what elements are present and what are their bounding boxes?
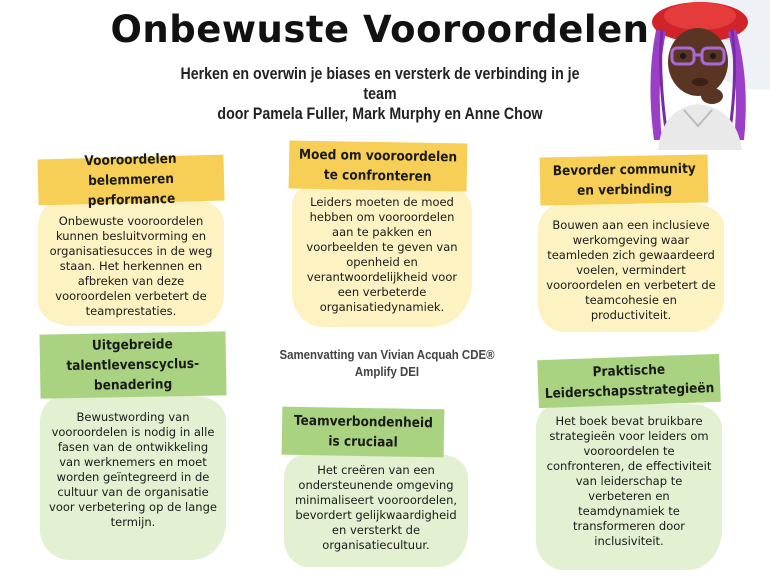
card-4-title-line-2: talentlevenscyclus-	[66, 355, 200, 375]
card-4-title-line-3: benadering	[94, 376, 173, 394]
card-5-title-line-2: is cruciaal	[327, 433, 398, 451]
subtitle-line-1: Herken en overwin je biases en versterk de verbinding in je team	[180, 65, 580, 103]
card-4-title	[39, 331, 226, 398]
card-3-title	[540, 155, 709, 206]
card-2-text: Leiders moeten de moed hebben om vooroordelen aan te pakken en voorbeelden te geven van openheid en verantwoordelijkheid voor een verbeterde organisatiedynamiek.	[306, 195, 458, 314]
card-2-body	[292, 185, 472, 327]
card-3-title-line-2: en verbinding	[576, 181, 672, 199]
subtitle-line-2: door Pamela Fuller, Mark Murphy en Anne Chow	[217, 105, 543, 123]
card-4-text: Bewustwording van vooroordelen is nodig in alle fasen van de ontwikkeling van werknemers en moet worden geïntegreerd in de cultuur van de organisatie voor verbetering op de lange termijn.	[49, 410, 217, 529]
card-2-title	[289, 140, 468, 191]
card-5-title	[282, 407, 445, 458]
card-4-title-line-1: Uitgebreide	[92, 336, 174, 354]
card-6-title	[537, 354, 721, 408]
card-1-title	[37, 150, 224, 210]
card-6-title-line-2: Leiderschapsstrategieën	[544, 380, 715, 402]
summary-line-2: Amplify DEI	[354, 364, 420, 379]
card-2-title-line-1: Moed om vooroordelen	[298, 146, 458, 166]
card-5-text: Het creëren van een ondersteunende omgeving minimaliseert vooroordelen, bevordert gelijkwaardigheid en versterkt de organisatiecultuur.	[294, 463, 458, 552]
card-5-body	[284, 455, 468, 567]
card-3-text: Bouwen aan een inclusieve werkomgeving waar teamleden zich gewaardeerd voelen, vermindert vooroordelen en verbetert de teamcohesie en productiviteit.	[546, 218, 716, 322]
card-1-text: Onbewuste vooroordelen kunnen besluitvorming en organisatiesucces in de weg staan. Het herkennen en afbreken van deze vooroordelen verbetert de teamprestaties.	[49, 214, 213, 318]
card-6-title-line-1: Praktische	[592, 361, 666, 381]
card-2-title-line-2: te confronteren	[323, 167, 432, 185]
card-5-title-line-1: Teamverbondenheid	[293, 412, 433, 432]
card-6-body	[536, 404, 722, 570]
card-1-body	[38, 200, 224, 326]
summary-line-1: Samenvatting van Vivian Acquah CDE®	[279, 347, 495, 362]
card-4-body	[40, 396, 226, 560]
card-3-body	[538, 204, 724, 332]
card-1-title-line-2: performance	[87, 190, 176, 210]
page-title: Onbewuste Vooroordelen	[110, 8, 650, 51]
card-3-title-line-1: Bevorder community	[552, 160, 696, 180]
summary-credit	[277, 346, 497, 380]
card-1-title-line-1: Vooroordelen belemmeren	[84, 150, 177, 190]
card-6-text: Het boek bevat bruikbare strategieën voor leiders om vooroordelen te confronteren, de effectiviteit van leiderschap te verbeteren en teamdynamiek te transformeren door inclusiviteit.	[546, 414, 712, 548]
page-subtitle	[165, 64, 595, 124]
